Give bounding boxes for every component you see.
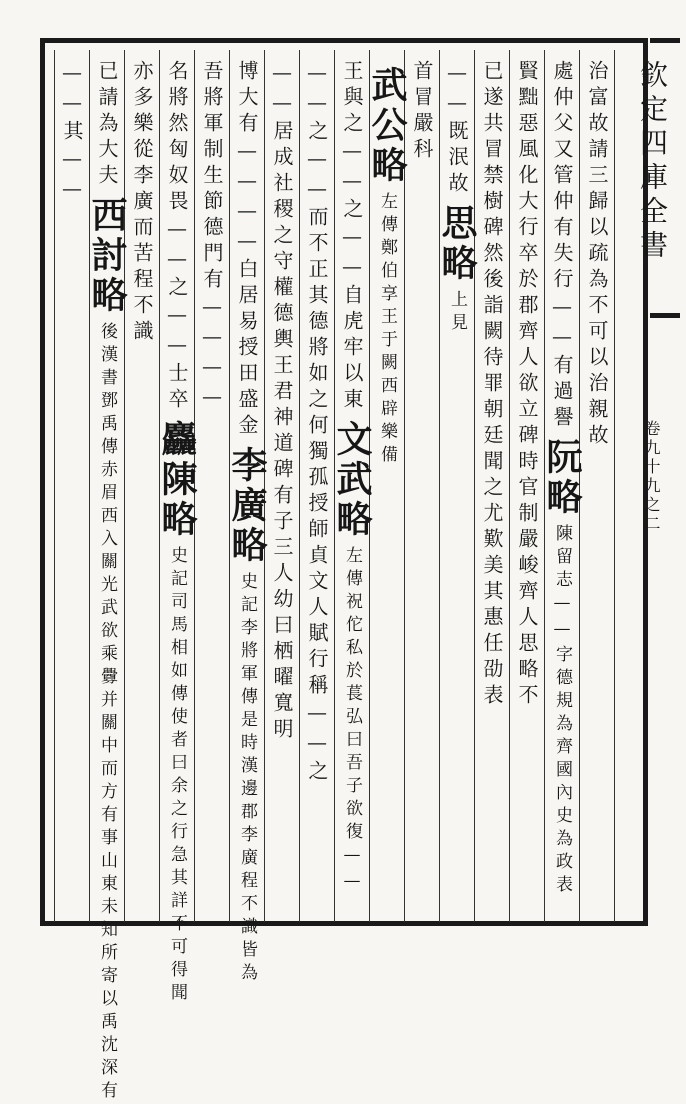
- entry-heading: 李廣略: [226, 446, 268, 566]
- entry-heading: 文武略: [331, 420, 373, 540]
- column-text: 博大有————白居易授田盛金: [235, 60, 259, 440]
- entry-source: 左傳鄭伯享王于闕西辟樂備: [377, 192, 397, 468]
- column-rule: [299, 50, 300, 922]
- column-text: 已遂共冒禁樹碑然後詣闕待罪朝廷聞之尤歎美其惠任劭表: [480, 60, 504, 710]
- column-text: 處仲父又管仲有失行——有過譽: [550, 60, 574, 432]
- text-column-9: [302, 60, 332, 786]
- text-column-2: [541, 60, 583, 898]
- margin-title: 欽定四庫全書: [636, 60, 669, 264]
- column-text: 名將然匈奴畏——之——士卒: [165, 60, 189, 414]
- entry-source: 上見: [447, 290, 467, 336]
- column-text: ——居成社稷之守權德輿王君神道碑有子三人幼曰栖曜寬明: [270, 60, 294, 744]
- column-text: 首冒嚴科: [410, 60, 434, 164]
- column-rule: [124, 50, 125, 922]
- column-rule: [89, 50, 90, 922]
- column-text: 已請為大夫: [95, 60, 119, 190]
- text-column-4: [477, 60, 507, 710]
- text-column-3: [512, 60, 542, 710]
- text-column-15: [86, 60, 128, 1104]
- entry-heading: 阮略: [541, 438, 583, 518]
- column-text: ——其——: [60, 60, 84, 206]
- column-text: ——之——而不正其德將如之何獨孤授師貞文人賦行稱——之: [305, 60, 329, 786]
- text-column-7: [366, 60, 408, 468]
- entry-heading: 麤陳略: [156, 420, 198, 540]
- column-text: 吾將軍制生節德門有————: [200, 60, 224, 414]
- text-column-8: [331, 60, 373, 897]
- text-column-16: [57, 60, 87, 206]
- column-rule: [614, 50, 615, 922]
- column-rule: [474, 50, 475, 922]
- entry-heading: 西討略: [86, 196, 128, 316]
- text-column-11: [226, 60, 268, 986]
- column-text: ——既泯故: [445, 60, 469, 198]
- entry-source: 史記司馬相如傳使者曰余之行急其詳不可得聞: [167, 546, 187, 1006]
- text-column-10: [267, 60, 297, 744]
- column-rule: [439, 50, 440, 922]
- column-text: 賢黜惡風化大行卒於郡齊人欲立碑時官制嚴峻齊人思略不: [515, 60, 539, 710]
- entry-source: 後漢書鄧禹傳赤眉西入關光武欲乘釁并關中而方有事山東未知所寄以禹沈深有: [97, 322, 117, 1104]
- text-column-5: [436, 60, 478, 336]
- entry-source: 陳留志——字德規為齊國內史為政表: [552, 524, 572, 898]
- text-column-14: [127, 60, 157, 346]
- text-column-13: [156, 60, 198, 1006]
- text-column-1: [582, 60, 612, 450]
- entry-source: 史記李將軍傳是時漢邊郡李廣程不識皆為: [237, 572, 257, 986]
- text-column-6: [407, 60, 437, 164]
- column-text: 亦多樂從李廣而苦程不識: [130, 60, 154, 346]
- entry-source: 左傳祝佗私於萇弘曰吾子欲復——: [342, 546, 362, 897]
- margin-volume: 卷九十九之二: [642, 420, 661, 534]
- entry-heading: 武公略: [366, 66, 408, 186]
- column-text: 治富故請三歸以疏為不可以治親故: [585, 60, 609, 450]
- entry-heading: 思略: [436, 204, 478, 284]
- column-text: 王與之——之——自虎牢以東: [340, 60, 364, 414]
- column-rule: [509, 50, 510, 922]
- column-rule: [54, 50, 55, 922]
- text-column-12: [197, 60, 227, 414]
